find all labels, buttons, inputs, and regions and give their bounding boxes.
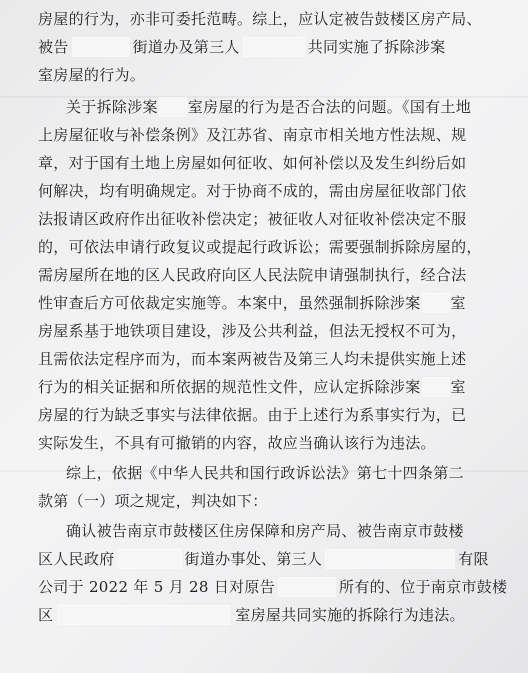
text-segment: 且需依法定程序而为，而本案两被告及第三人均未提供实施上述 [38, 350, 467, 368]
text-segment: 综上，依据《中华人民共和国行政诉讼法》第七十四条第二 [66, 464, 464, 482]
text-segment: 室 [450, 378, 466, 396]
text-line [38, 38, 445, 56]
text-line [38, 182, 466, 200]
redaction-block [244, 38, 304, 56]
text-line [66, 98, 471, 116]
text-line [66, 522, 464, 540]
text-segment: 房屋的行为缺乏事实与法律依据。由于上述行为系事实行为，已 [38, 406, 467, 424]
text-segment: 有限 [458, 550, 489, 568]
text-segment: 何解决，均有明确规定。对于协商不成的，需由房屋征收部门依 [38, 182, 467, 200]
text-segment: 性审查后方可依裁定实施等。本案中，虽然强制拆除涉案 [38, 294, 421, 312]
text-segment: 室房屋的行为。 [38, 66, 146, 84]
text-segment: 公司于 2022 年 5 月 28 日对原告 [38, 578, 276, 596]
text-segment: 室 [450, 294, 466, 312]
text-line [38, 434, 436, 452]
text-line [38, 550, 489, 568]
text-line [38, 210, 466, 228]
text-line [38, 578, 507, 596]
text-segment: 上房屋征收与补偿条例》及江苏省、南京市相关地方性法规、规 [38, 126, 467, 144]
text-segment: 室房屋共同实施的拆除行为违法。 [235, 606, 465, 624]
text-segment: 章，对于国有土地上房屋如何征收、如何补偿以及发生纠纷后如 [38, 154, 467, 172]
text-segment: 行为的相关证据和所依据的规范性文件，应认定拆除涉案 [38, 378, 421, 396]
text-line [38, 126, 466, 144]
text-segment: 需房屋所在地的区人民政府向区人民法院申请强制执行，经合法 [38, 266, 467, 284]
text-line [38, 294, 466, 312]
text-line [38, 406, 466, 424]
redaction-block [119, 550, 181, 568]
text-segment: 街道办事处、第三人 [184, 550, 323, 568]
text-segment: 的，可依法申请行政复议或提起行政诉讼；需要强制拆除房屋的， [38, 238, 482, 256]
text-line [38, 350, 466, 368]
redaction-block [326, 550, 454, 568]
redaction-block [423, 294, 449, 312]
text-line [38, 66, 145, 84]
text-segment: 被告 [38, 38, 69, 56]
text-segment: 关于拆除涉案 [66, 98, 158, 116]
redaction-block [279, 578, 335, 596]
redaction-block [73, 38, 129, 56]
text-segment: 房屋的行为，亦非可委托范畴。综上，应认定被告鼓楼区房产局、 [38, 10, 482, 28]
text-line [38, 266, 466, 284]
text-segment: 实际发生，不具有可撤销的内容，故应当确认该行为违法。 [38, 434, 436, 452]
text-segment: 确认被告南京市鼓楼区住房保障和房产局、被告南京市鼓楼 [66, 522, 464, 540]
text-line [66, 464, 464, 482]
text-line [38, 492, 268, 510]
redaction-block [423, 378, 449, 396]
text-segment: 共同实施了拆除涉案 [307, 38, 446, 56]
text-segment: 区 [38, 606, 54, 624]
text-line [38, 322, 466, 340]
text-line [38, 10, 482, 28]
redaction-block [59, 606, 229, 624]
text-segment: 款第（一）项之规定，判决如下： [38, 492, 268, 510]
text-line [38, 238, 482, 256]
text-line [38, 606, 465, 624]
text-segment: 法报请区政府作出征收补偿决定；被征收人对征收补偿决定不服 [38, 210, 467, 228]
text-segment: 区人民政府 [38, 550, 115, 568]
text-segment: 街道办及第三人 [132, 38, 240, 56]
text-line [38, 154, 466, 172]
text-segment: 室房屋的行为是否合法的问题。《国有土地 [187, 98, 472, 116]
text-segment: 所有的、位于南京市鼓楼 [339, 578, 508, 596]
text-segment: 房屋系基于地铁项目建设，涉及公共利益，但法无授权不可为， [38, 322, 467, 340]
text-line [38, 378, 466, 396]
redaction-block [160, 98, 186, 116]
